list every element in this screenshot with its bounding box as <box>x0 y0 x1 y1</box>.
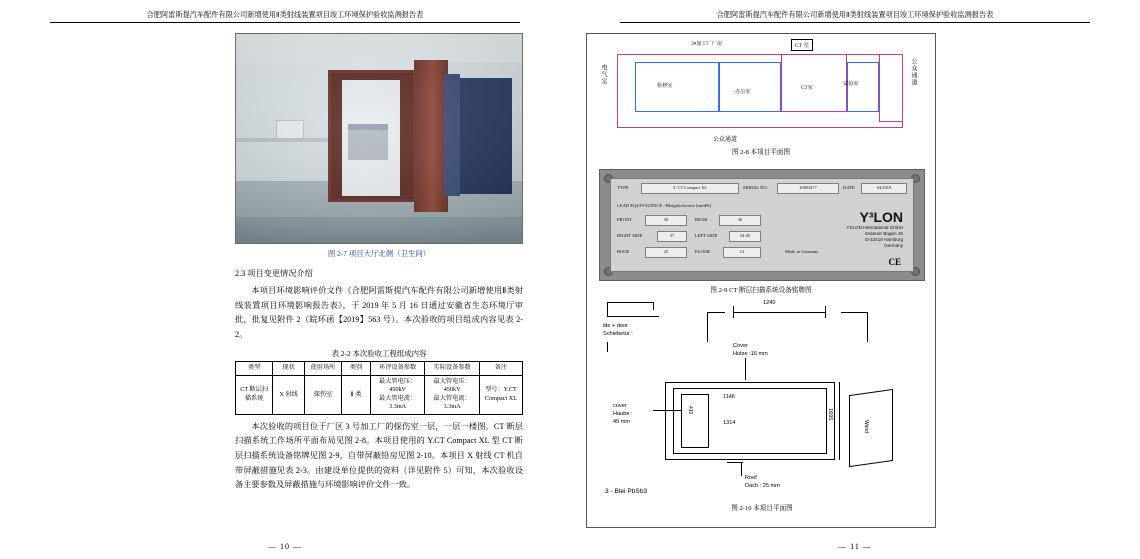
tech-line-2 <box>607 302 608 316</box>
th-status: 现状 <box>273 362 305 376</box>
tech-line-6 <box>707 312 725 313</box>
plan-room-inspection <box>635 62 719 112</box>
nameplate-photo <box>599 169 925 281</box>
plate-lead-title: LEAD EQUIVALENCE / Bleigleichwerte [mmPb] <box>617 203 712 208</box>
brand-address <box>846 225 903 249</box>
right-page-footer: — 11 — <box>838 542 872 551</box>
dim-line-1695 <box>839 382 840 460</box>
right-page-header: 合肥阿雷斯提汽车配件有限公司新增使用Ⅱ类射线装置项目竣工环境保护验收监测报告表 <box>620 10 1090 23</box>
left-page-footer: — 10 — <box>268 542 302 551</box>
hallway-photo <box>235 33 523 244</box>
th-location: 使用场所 <box>304 362 341 376</box>
plate-field-value-3: 34-45 <box>729 231 761 242</box>
dim-line-1240 <box>733 312 825 313</box>
cell-category: Ⅱ 类 <box>342 375 371 414</box>
right-page-body <box>586 33 936 528</box>
brand-line-2: Essener Bogen 15 <box>865 231 903 236</box>
table-2-2-caption: 表 2-2 本次验收工程组成内容 <box>331 349 427 359</box>
plan-label-electrical-room: 电气室 <box>600 64 606 85</box>
plan-label-ct: CT室 <box>801 85 813 91</box>
plate-date-label: DATE <box>843 185 855 190</box>
plate-type-label: TYPE <box>617 185 629 190</box>
plate-field-label-0: FRONT <box>617 217 633 222</box>
plate-serial-value: 10003477 <box>777 183 839 194</box>
plate-made-in: Made in Germany <box>785 249 819 254</box>
th-type: 类型 <box>236 362 273 376</box>
side-panel <box>849 389 893 467</box>
plate-field-value-1: 30 <box>719 215 761 226</box>
dim-label-1240: 1240 <box>763 300 776 306</box>
cell-location: 探伤室 <box>304 375 341 414</box>
ct-room-callout: CT 室 <box>791 39 813 51</box>
plate-serial-label: SERIAL NO. <box>743 185 768 190</box>
right-page <box>570 0 1140 559</box>
tech-line-3 <box>607 316 659 317</box>
plan-room-office <box>719 62 781 112</box>
plate-field-label-5: FLOOR <box>695 249 711 254</box>
left-page-body <box>235 33 523 528</box>
tech-label-cover-haube: cover Haube : 45 mm <box>613 403 633 425</box>
plan-room-ct <box>781 54 847 112</box>
th-eia-params: 环评设备参数 <box>370 362 425 376</box>
tech-leader-1 <box>745 358 746 380</box>
plate-field-label-2: RIGHT SIDE <box>617 233 643 238</box>
paragraph-2: 本次验收的项目位于厂区 3 号加工厂的探伤室一层，一层一楼图。CT 断层扫描系统工作场所平面布局见图 2-8。本项目使用的 Y.CT Compact XL 型 CT 断层扫描系统设备铭牌见图 2-9，自带屏蔽铅房见图 2-10。本项目 X 射线 CT 机自带屏蔽措施见表 2-3。由建设单位提供的资料（详见附件 5）可知，本次验收设备主要参数及屏蔽措施与环境影响评价文件一致。 <box>235 421 523 490</box>
paragraph-1: 本项目环境影响评价文件《合肥阿雷斯提汽车配件有限公司新增使用Ⅱ类射线装置项目环境影响报告表》，于 2019 年 5 月 16 日通过安徽省生态环境厅审批，批复见附件 2（皖环函【2019】563 号）。本次验收的项目组成内容见表 2-2。 <box>235 286 523 339</box>
cell-remark: 型号：Y.CT Compact XL <box>479 375 522 414</box>
plan-label-office: 办公室 <box>735 89 751 95</box>
plan-label-inspection: 检修室 <box>657 83 673 89</box>
photo-lighting-overlay <box>236 34 522 243</box>
tech-line-1 <box>607 302 653 303</box>
tech-label-sliding-door: ide + door Schiebetür : <box>603 323 633 337</box>
plate-field-label-4: ROOF <box>617 249 630 254</box>
plate-type-value: Y. CT Compact XL <box>641 183 739 194</box>
section-heading-2-3: 2.3 项目变更情况介绍 <box>235 269 313 278</box>
tech-label-material: 3 - Blei PbSb3 <box>605 488 648 495</box>
plan-label-test: 试验室 <box>843 81 859 87</box>
cabinet-left-panel <box>681 394 709 448</box>
cell-type: CT 断层扫 描系统 <box>236 375 273 414</box>
tech-leader-2 <box>653 410 681 411</box>
plan-label-public-passage-bottom: 公众通道 <box>713 137 738 143</box>
nameplate-face <box>610 178 914 272</box>
plan-title: 3#加工厂厂房 <box>691 41 723 47</box>
technical-drawing-2-10 <box>595 296 929 512</box>
plan-label-public-passage-right: 公众通道 <box>910 58 916 86</box>
tech-label-cover-hood: Cover Hutze :16 mm <box>733 343 768 357</box>
brand-logo: Y³LON <box>859 209 903 225</box>
plan-room-corridor <box>879 54 903 122</box>
tech-label-roof: Roof Dach : 25 mm <box>745 475 780 489</box>
tech-leader-4 <box>727 462 743 463</box>
th-actual-params: 实际设备参数 <box>425 362 480 376</box>
tech-line-9 <box>867 312 868 342</box>
tech-leader-3 <box>741 462 742 476</box>
plan-room-test <box>847 62 879 112</box>
left-page-header: 合肥阿雷斯提汽车配件有限公司新增使用Ⅱ类射线装置项目竣工环境保护验收监测报告表 <box>50 10 520 23</box>
plate-date-value: 04/2018 <box>861 183 907 194</box>
table-2-2 <box>235 361 523 415</box>
cell-status: X 射线 <box>273 375 305 414</box>
figure-2-8-caption: 图 2-8 本项目平面图 <box>731 149 791 156</box>
tech-line-5 <box>607 342 608 352</box>
brand-line-1: YXLON International GmbH <box>846 225 903 230</box>
figure-2-9-caption: 图 2-9 CT 断层扫描系统设备铭牌图 <box>710 287 812 294</box>
cell-actual-params: 最大管电压： 450kV 最大管电流： 3.3mA <box>425 375 480 414</box>
figure-2-7-caption: 图 2-7 项目大厅北侧（卫生间） <box>327 249 431 258</box>
dim-label-1146: 1146 <box>723 394 736 400</box>
dim-label-1695: 1695 <box>827 408 833 421</box>
th-remark: 备注 <box>479 362 522 376</box>
figure-2-10-caption: 图 2-10 本项目平面图 <box>731 505 793 512</box>
tech-line-8 <box>707 312 708 342</box>
brand-line-3: D-22419 Hamburg <box>865 237 903 242</box>
plate-field-value-4: 25 <box>645 247 687 258</box>
plan-drawing-2-8 <box>595 40 927 158</box>
table-header-row <box>236 362 523 376</box>
dim-label-410: 410 <box>687 406 693 415</box>
plate-field-label-3: LEFT SIDE <box>695 233 718 238</box>
tech-line-4 <box>653 302 654 310</box>
side-panel-label: Wand <box>863 420 869 433</box>
ce-mark-icon: CE <box>888 257 901 267</box>
plate-field-value-0: 30 <box>645 215 687 226</box>
dim-tick-1240-right <box>825 306 826 318</box>
tech-line-7 <box>841 312 867 313</box>
dim-label-1314: 1314 <box>723 420 736 426</box>
cell-eia-params: 最大管电压： 450kV 最大管电流： 3.3mA <box>370 375 425 414</box>
th-category: 类别 <box>342 362 371 376</box>
brand-line-4: Germany <box>884 243 903 248</box>
plate-field-value-2: 37 <box>657 231 687 242</box>
plate-field-value-5: 12 <box>723 247 761 258</box>
dim-tick-1240-left <box>733 306 734 318</box>
table-row <box>236 375 523 414</box>
plate-field-label-1: REAR <box>695 217 708 222</box>
